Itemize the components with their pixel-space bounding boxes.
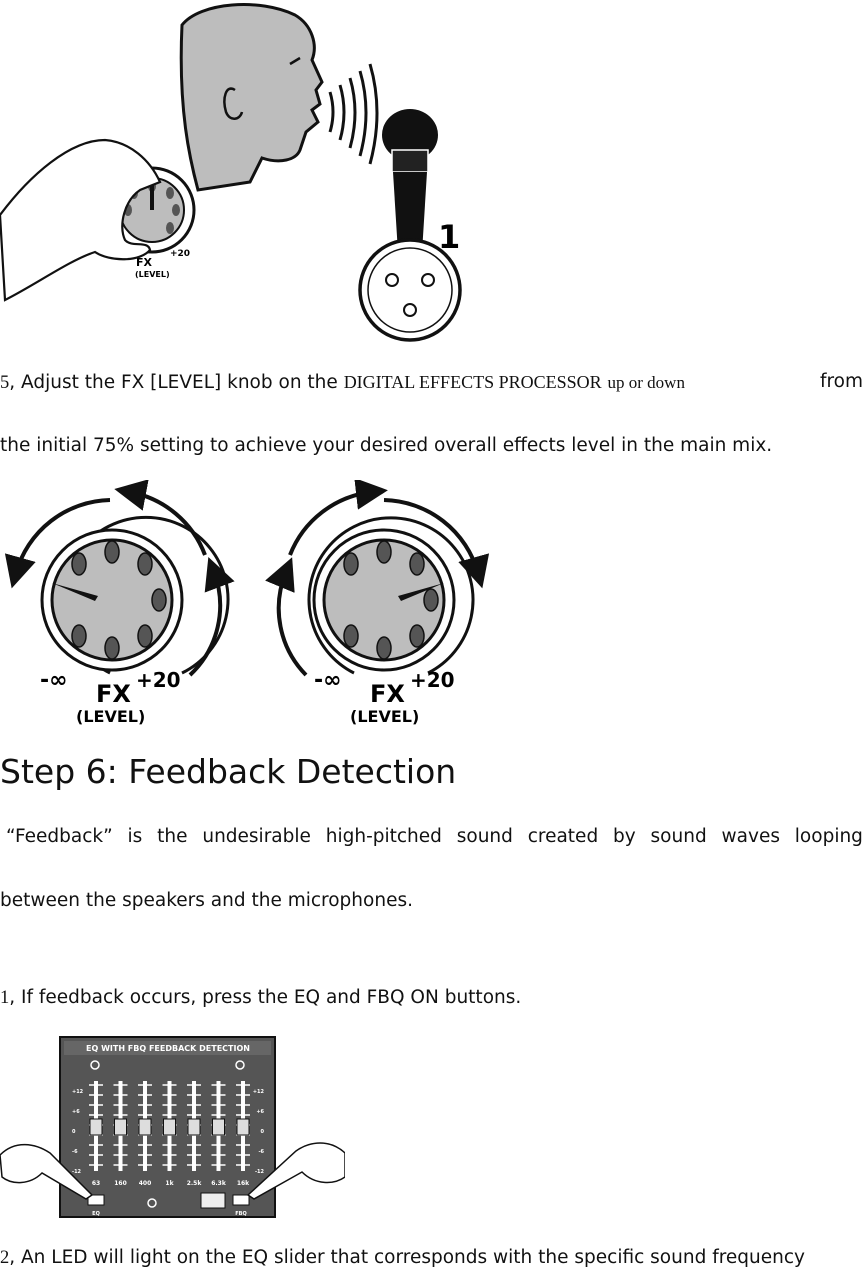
feedback-word: created — [527, 826, 599, 847]
feedback-word: “Feedback” — [6, 826, 113, 847]
illustration-eq-panel — [0, 1035, 345, 1220]
eq-scale-label: 0 — [72, 1129, 76, 1135]
illustration-fx-knobs — [0, 480, 495, 730]
paragraph-5-number: 5 — [0, 373, 10, 393]
eq-band-label: 2.5k — [186, 1180, 202, 1187]
step-6-heading: Step 6: Feedback Detection — [0, 752, 457, 791]
feedback-word: undesirable — [202, 826, 311, 847]
feedback-word: sound — [456, 826, 513, 847]
right-knob-sub: (LEVEL) — [350, 707, 420, 726]
paragraph-5-from: from — [819, 371, 863, 392]
fbq-button-label: FBQ — [235, 1211, 247, 1217]
eq-scale-label: -6 — [72, 1149, 78, 1155]
left-knob-sub: (LEVEL) — [76, 707, 146, 726]
paragraph-5-serif: DIGITAL EFFECTS PROCESSOR — [343, 372, 602, 392]
paragraph-5-line-2: the initial 75% setting to achieve your desired overall effects level in the main mix. — [0, 435, 773, 456]
paragraph-5-small: up or down — [607, 373, 685, 392]
paragraph-2 — [0, 1246, 805, 1270]
eq-scale-label: +12 — [252, 1089, 264, 1095]
right-knob-minus: -∞ — [314, 668, 342, 693]
eq-scale-label: -6 — [258, 1149, 264, 1155]
eq-band-label: 1k — [165, 1180, 174, 1187]
feedback-word: is — [127, 826, 143, 847]
fbq-on-button[interactable] — [233, 1195, 249, 1205]
feedback-line-2: between the speakers and the microphones. — [0, 890, 413, 911]
paragraph-5-line-1 — [0, 370, 863, 395]
feedback-word: the — [157, 826, 188, 847]
feedback-word: by — [613, 826, 636, 847]
eq-band-label: 400 — [138, 1180, 152, 1187]
right-knob-plus: +20 — [410, 668, 455, 692]
eq-band-label: 6.3k — [211, 1180, 226, 1187]
eq-scale-label: -12 — [72, 1169, 82, 1175]
eq-band-label: 160 — [114, 1180, 127, 1187]
eq-scale-label: 0 — [260, 1129, 264, 1135]
paragraph-1 — [0, 986, 521, 1010]
eq-scale-label: -12 — [254, 1169, 264, 1175]
mic-number: 1 — [438, 218, 461, 256]
left-knob-minus: -∞ — [40, 668, 68, 693]
feedback-line-1-words — [0, 825, 863, 849]
small-knob-sub: (LEVEL) — [135, 270, 170, 279]
left-knob-label: FX — [96, 680, 131, 708]
feedback-word: looping — [794, 826, 863, 847]
right-knob-label: FX — [370, 680, 405, 708]
fx-knob-right — [279, 492, 478, 726]
feedback-word: high-pitched — [325, 826, 442, 847]
eq-scale-label: +6 — [256, 1109, 264, 1115]
eq-scale-label: +6 — [72, 1109, 80, 1115]
feedback-word: sound — [650, 826, 707, 847]
paragraph-2-number: 2 — [0, 1248, 10, 1268]
paragraph-2-text: , An LED will light on the EQ slider that corresponds with the specific sound frequency — [9, 1247, 805, 1268]
eq-scale-label: +12 — [72, 1089, 84, 1095]
feedback-line-1 — [0, 825, 863, 849]
left-knob-plus: +20 — [136, 668, 181, 692]
eq-band-label: 63 — [91, 1180, 101, 1187]
small-knob-label: FX — [136, 256, 152, 269]
illustration-speaker-microphone — [0, 0, 470, 345]
feedback-word: waves — [721, 826, 780, 847]
paragraph-1-number: 1 — [0, 988, 10, 1008]
paragraph-1-text: , If feedback occurs, press the EQ and FBQ ON buttons. — [9, 987, 522, 1008]
fx-knob-left — [16, 492, 228, 726]
small-knob-plus: +20 — [170, 249, 191, 259]
eq-band-label: 16k — [236, 1180, 250, 1187]
paragraph-5-text: , Adjust the FX [LEVEL] knob on the — [9, 372, 338, 393]
eq-button-label: EQ — [92, 1211, 100, 1217]
eq-panel-title: EQ WITH FBQ FEEDBACK DETECTION — [86, 1044, 250, 1053]
